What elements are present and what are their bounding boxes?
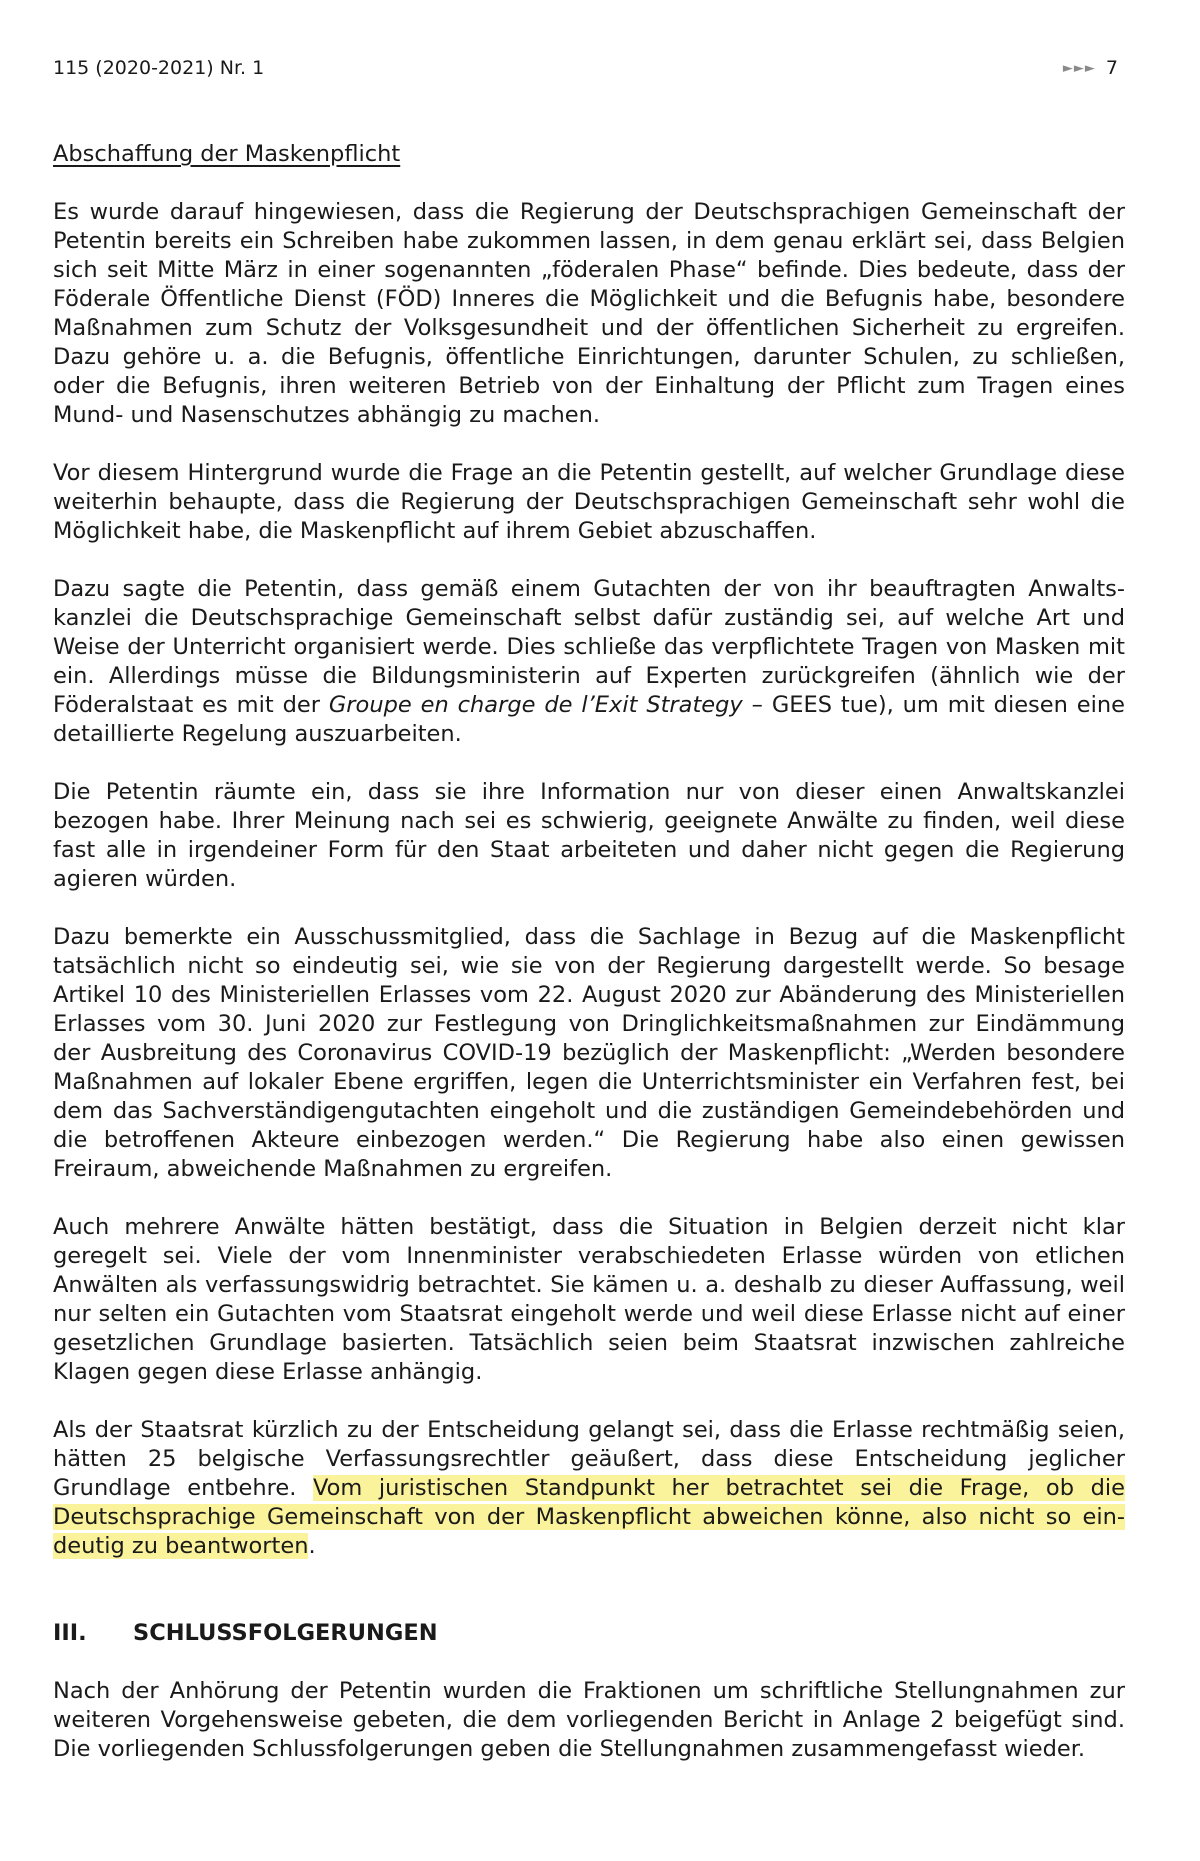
- final-paragraph: Nach der Anhörung der Petentin wurden die Fraktionen um schriftliche Stellungnahmen zur weiteren Vorgehensweise gebeten, die dem vorliegenden Bericht in Anlage 2 beigefügt sind. Die vorliegenden Schlussfolgerungen geben die Stellungnahmen zusammengefasst wieder.: [53, 1678, 1125, 1762]
- paragraph-1: Es wurde darauf hingewiesen, dass die Regierung der Deutschsprachigen Gemeinschaft der Petentin bereits ein Schreiben habe zukommen lassen, in dem genau erklärt sei, dass Belgien sich seit Mitte März in einer sogenannten „föderalen Phase“ befinde. Dies bedeute, dass der Föderale Öffentliche Dienst (FÖD) Inneres die Möglichkeit und die Befugnis habe, besondere Maßnahmen zum Schutz der Volksgesundheit und der öffentlichen Sicherheit zu ergreifen. Dazu gehöre u. a. die Befugnis, öffentliche Einrichtungen, darunter Schulen, zu schließen, oder die Befugnis, ihren weiteren Betrieb von der Einhaltung der Pflicht zum Tragen eines Mund- und Nasenschutzes abhängig zu machen.: [53, 199, 1125, 428]
- paragraph-7: [53, 1416, 1125, 1561]
- paragraph-3: [53, 575, 1125, 749]
- paragraph-3-text-end: – GEES tue), um mit diesen eine detaillierte Regelung auszuarbeiten.: [53, 692, 1125, 747]
- section-number: III.: [53, 1620, 87, 1646]
- page-indicator: [1063, 54, 1118, 83]
- section-heading: [53, 1619, 1125, 1648]
- document-body: [53, 140, 1125, 1793]
- paragraph-7-text-end: .: [308, 1533, 316, 1559]
- page-number: 7: [1105, 57, 1118, 79]
- page-header: [53, 54, 1118, 82]
- paragraph-3-text: Dazu sagte die Petentin, dass gemäß einem Gutachten der von ihr beauftragten Anwaltskanzlei die Deutschsprachige Gemeinschaft selbst dafür zuständig sei, auf welche Art und Weise der Unterricht organisiert werde. Dies schließe das verpflichtete Tragen von Masken mit ein. Allerdings müsse die Bildungsministerin auf Experten zurückgreifen (ähnlich wie der Föderalstaat es mit der: [53, 576, 1125, 718]
- paragraph-5: Dazu bemerkte ein Ausschussmitglied, dass die Sachlage in Bezug auf die Maskenpflicht tatsächlich nicht so eindeutig sei, wie sie von der Regierung dargestellt werde. So besage Artikel 10 des Ministeriellen Erlasses vom 22. August 2020 zur Abänderung des Ministeriellen Erlasses vom 30. Juni 2020 zur Festlegung von Dringlichkeitsmaßnahmen zur Eindämmung der Ausbreitung des Coronavirus COVID-19 bezüglich der Maskenpflicht: „Werden besondere Maßnahmen auf lokaler Ebene ergriffen, legen die Unterrichtsminister ein Verfahren fest, bei dem das Sachverständigengutachten eingeholt und die zuständigen Gemeindebehörden und die betroffenen Akteure einbezogen werden.“ Die Regierung habe also einen gewissen Freiraum, abweichende Maßnahmen zu ergreifen.: [53, 924, 1125, 1182]
- document-reference: 115 (2020-2021) Nr. 1: [53, 57, 265, 79]
- section-title: Abschaffung der Maskenpflicht: [53, 141, 401, 167]
- highlighted-passage: Vom juristischen Standpunkt her betrachtet sei die Frage, ob die Deutschsprachige Gemeinschaft von der Maskenpflicht abweichen könne, also nicht so eindeutig zu beantworten: [53, 1475, 1125, 1559]
- paragraph-2: Vor diesem Hintergrund wurde die Frage an die Petentin gestellt, auf welcher Grundlage diese weiterhin behaupte, dass die Regierung der Deutschsprachigen Gemeinschaft sehr wohl die Möglichkeit habe, die Maskenpflicht auf ihrem Gebiet abzuschaffen.: [53, 460, 1125, 544]
- paragraph-6: Auch mehrere Anwälte hätten bestätigt, dass die Situation in Belgien derzeit nicht klar geregelt sei. Viele der vom Innenminister verabschiedeten Erlasse würden von etlichen Anwälten als verfassungswidrig betrachtet. Sie kämen u. a. deshalb zu dieser Auffassung, weil nur selten ein Gutachten vom Staatsrat eingeholt werde und weil diese Erlasse nicht auf einer gesetzlichen Grundlage basierten. Tatsächlich seien beim Staatsrat inzwischen zahlreiche Klagen gegen diese Erlasse anhängig.: [53, 1214, 1125, 1385]
- section-heading-title: SCHLUSSFOLGERUNGEN: [133, 1620, 438, 1646]
- paragraph-4: Die Petentin räumte ein, dass sie ihre Information nur von dieser einen Anwaltskanzlei bezogen habe. Ihrer Meinung nach sei es schwierig, geeignete Anwälte zu finden, weil diese fast alle in irgendeiner Form für den Staat arbeiteten und daher nicht gegen die Regierung agieren würden.: [53, 779, 1125, 892]
- paragraph-3-italic-term: Groupe en charge de l’Exit Strategy: [328, 692, 743, 718]
- triple-arrow-icon: ►►►: [1062, 61, 1096, 76]
- paragraph-7-text: Als der Staatsrat kürzlich zu der Entscheidung gelangt sei, dass die Erlasse rechtmäßig seien, hätten 25 belgische Verfassungsrechtler geäußert, dass diese Entscheidung jeglicher Grundlage entbehre.: [53, 1417, 1125, 1501]
